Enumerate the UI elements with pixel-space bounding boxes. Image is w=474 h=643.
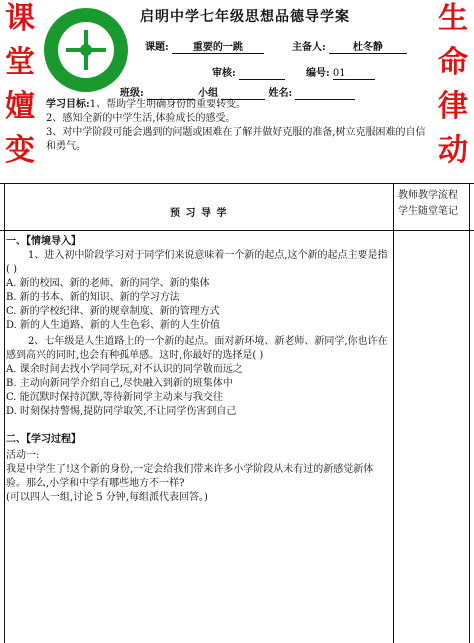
number-value: 01 xyxy=(333,68,375,80)
banner-char: 嬗 xyxy=(5,89,35,124)
question-1: 1、进入初中阶段学习对于同学们来说意味着一个新的起点,这个新的起点主要是指( ) xyxy=(6,250,388,275)
q2-option: D. 时刻保持警惕,提防同学取笑,不让同学伤害到自己 xyxy=(6,406,237,417)
number-row xyxy=(306,64,375,80)
q2-option: B. 主动向新同学介绍自己,尽快融入到新的班集体中 xyxy=(6,378,233,389)
preparer-value: 杜冬静 xyxy=(329,38,407,54)
main-column-header: 预 习 导 学 xyxy=(170,208,228,219)
class-label: 班级: xyxy=(120,88,144,99)
banner-char: 命 xyxy=(438,45,468,80)
side-header-teacher: 教师教学流程 xyxy=(398,190,458,201)
section-process xyxy=(6,433,390,505)
page-title: 启明中学七年级思想品德导学案 xyxy=(140,9,350,25)
section1-heading: 一、【情境导入】 xyxy=(6,236,81,247)
review-row xyxy=(212,64,285,80)
topic-label: 课题: xyxy=(145,42,169,53)
banner-char: 堂 xyxy=(5,45,35,80)
section2-heading: 二、【学习过程】 xyxy=(6,434,81,445)
goal-item: 1、帮助学生明确身份的重要转变。 xyxy=(89,99,247,110)
topic-row xyxy=(145,38,264,54)
q2-option: A. 课余时间去找小学同学玩,对不认识的同学敬而远之 xyxy=(6,364,243,375)
name-label: 姓名: xyxy=(268,88,293,99)
banner-char: 变 xyxy=(5,133,35,168)
number-label: 编号: xyxy=(306,68,330,79)
banner-char: 律 xyxy=(438,89,468,124)
q1-option: D. 新的人生道路、新的人生色彩、新的人生价值 xyxy=(6,320,221,331)
banner-char: 课 xyxy=(5,1,35,36)
activity-label: 活动一: xyxy=(6,450,40,461)
activity-paragraph: 我是中学生了!这个新的身份,一定会给我们带来许多小学阶段从未有过的新感觉新体验。那么,小学和中学有哪些地方不一样? xyxy=(6,464,374,489)
q1-option: C. 新的学校纪律、新的规章制度、新的管理方式 xyxy=(6,306,220,317)
activity-instructions: (可以四人一组,讨论 5 分钟,每组派代表回答。) xyxy=(6,492,208,503)
left-banner xyxy=(3,1,37,180)
question-2: 2、七年级是人生道路上的一个新的起点。面对新环境、新老师、新同学,你也许在感到高兴的同时,也会有种孤单感。这时,你最好的选择是( ) xyxy=(6,336,388,361)
goals-label: 学习目标: xyxy=(46,99,90,110)
topic-value: 重要的一跳 xyxy=(172,38,264,54)
section-situation xyxy=(6,235,390,419)
preparer-row xyxy=(292,38,407,54)
goal-item: 2、感知全新的中学生活,体验成长的感受。 xyxy=(46,113,236,124)
q1-option: B. 新的书本、新的知识、新的学习方法 xyxy=(6,292,180,303)
preparer-label: 主备人: xyxy=(292,42,326,53)
q2-option: C. 能沉默时保持沉默,等待新同学主动来与我交往 xyxy=(6,392,223,403)
group-label: 小组 xyxy=(198,88,219,99)
banner-char: 生 xyxy=(438,1,468,36)
side-header-notes: 学生随堂笔记 xyxy=(398,206,458,217)
review-label: 审核: xyxy=(212,68,236,79)
side-column-header xyxy=(398,188,458,220)
learning-goals xyxy=(46,98,434,154)
school-logo xyxy=(44,8,128,92)
right-banner xyxy=(436,1,470,180)
goal-item: 3、对中学阶段可能会遇到的问题或困难在了解并做好克服的准备,树立克服困难的自信和勇气。 xyxy=(46,127,426,152)
q1-option: A. 新的校园、新的老师、新的同学、新的集体 xyxy=(6,278,210,289)
banner-char: 动 xyxy=(438,133,468,168)
